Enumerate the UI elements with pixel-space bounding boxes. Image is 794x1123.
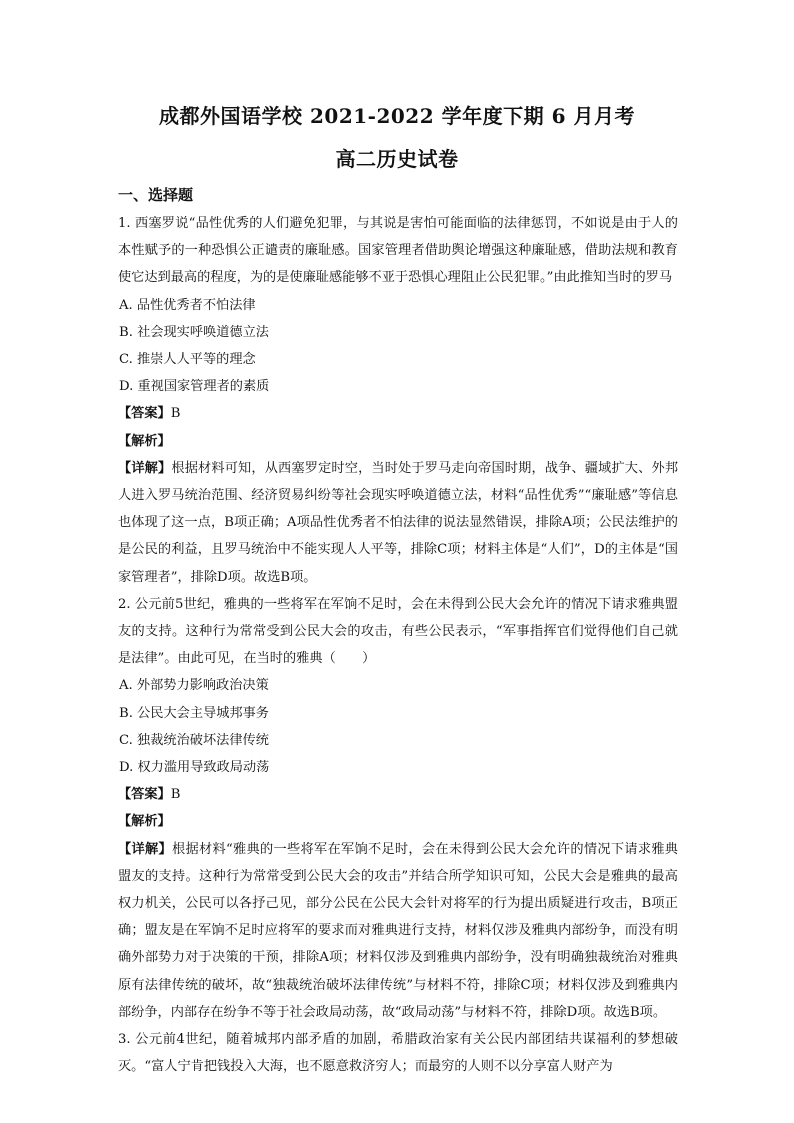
question-1-option-a: A. 品性优秀者不怕法律 [119, 297, 256, 313]
exam-title: 成都外国语学校 2021-2022 学年度下期 6 月月考 [159, 104, 635, 128]
answer-value: B [170, 787, 181, 803]
detail-tag: 【详解】 [118, 460, 172, 476]
question-1-option-c: C. 推崇人人平等的理念 [119, 352, 256, 368]
answer-tag: 【答案】 [118, 787, 171, 803]
question-2-answer [118, 781, 678, 808]
question-2-stem: 2. 公元前5世纪，雅典的一些将军在军饷不足时，会在未得到公民大会允许的情况下请求雅典盟友的支持。这种行为常常受到公民大会的攻击，有些公民表示，“军事指挥官们觉得他们自己就是法律”。由此可见，在当时的雅典（ ） [118, 596, 678, 667]
question-2-options [118, 672, 678, 781]
detail-text: 根据材料“雅典的一些将军在军饷不足时，会在未得到公民大会允许的情况下请求雅典盟友的支持。这种行为常常受到公民大会的攻击”并结合所学知识可知，公民大会是雅典的最高权力机关，公民可以各抒己见，部分公民在公民大会针对将军的行为提出质疑进行攻击，B项正确；盟友是在军饷不足时应将军的要求而对雅典进行支持，材料仅涉及雅典内部纷争，而没有明确外部势力对于决策的干预，排除A项；材料仅涉及到雅典内部纷争，没有明确独裁统治对雅典原有法律传统的破坏，故“独裁统治破坏法律传统”与材料不符，排除C项；材料仅涉及到雅典内部纷争，内部存在纷争不等于社会政局动荡，故“政局动荡”与材料不符，排除D项。故选B项。 [118, 841, 678, 1020]
question-1-analysis [118, 428, 678, 455]
question-2-option-a: A. 外部势力影响政治决策 [119, 678, 269, 694]
question-1-options [118, 292, 678, 401]
question-2-option-d: D. 权力滥用导致政局动荡 [119, 760, 270, 776]
question-2-detail [118, 836, 678, 1026]
question-1-stem: 1. 西塞罗说“品性优秀的人们避免犯罪，与其说是害怕可能面临的法律惩罚，不如说是由于人的本性赋予的一种恐惧公正谴责的廉耻感。国家管理者借助舆论增强这种廉耻感，借助法规和教育使它达到最高的程度，为的是使廉耻感能够不亚于恐惧心理阻止公民犯罪。”由此推知当时的罗马 [118, 216, 678, 286]
detail-text: 根据材料可知，从西塞罗定时空，当时处于罗马走向帝国时期，战争、疆域扩大、外邦人进入罗马统治范围、经济贸易纠纷等社会现实呼唤道德立法，材料“品性优秀”“廉耻感”等信息也体现了这一点，B项正确；A项品性优秀者不怕法律的说法显然错误，排除A项；公民法维护的是公民的利益，且罗马统治中不能实现人人平等，排除C项；材料主体是“人们”，D的主体是“国家管理者”，排除D项。故选B项。 [118, 460, 679, 585]
answer-value: B [170, 406, 181, 422]
section-heading: 一、选择题 [118, 186, 194, 204]
question-3-stem: 3. 公元前4世纪，随着城邦内部矛盾的加剧，希腊政治家有关公民内部团结共谋福利的梦想破灭。“富人宁肯把钱投入大海，也不愿意救济穷人；而最穷的人则不以分享富人财产为 [118, 1032, 678, 1075]
answer-tag: 【答案】 [118, 406, 171, 422]
analysis-tag: 【解析】 [118, 433, 171, 449]
question-2-option-c: C. 独裁统治破坏法律传统 [119, 732, 269, 748]
question-1-detail [118, 455, 678, 591]
question-1-option-d: D. 重视国家管理者的素质 [119, 379, 270, 395]
detail-tag: 【详解】 [118, 841, 172, 857]
exam-subtitle: 高二历史试卷 [335, 147, 459, 171]
questions-content [118, 210, 678, 1081]
question-2-option-b: B. 公民大会主导城邦事务 [119, 705, 269, 721]
question-1-option-b: B. 社会现实呼唤道德立法 [119, 324, 269, 340]
analysis-tag: 【解析】 [118, 814, 171, 830]
question-1-answer [118, 400, 678, 427]
question-2-analysis [118, 808, 678, 835]
